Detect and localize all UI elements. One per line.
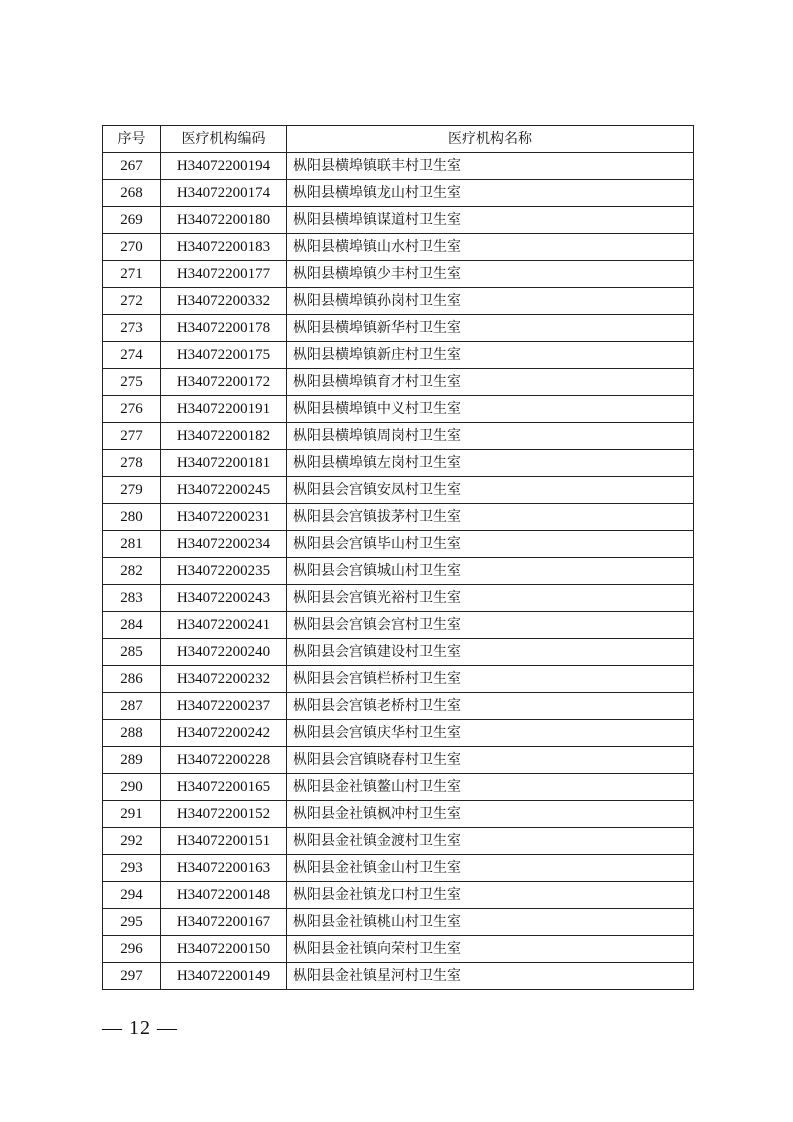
- cell-seq: 271: [103, 261, 161, 288]
- cell-seq: 283: [103, 585, 161, 612]
- cell-name: 枞阳县横埠镇联丰村卫生室: [287, 153, 694, 180]
- table-row: [103, 774, 694, 801]
- cell-name: 枞阳县横埠镇少丰村卫生室: [287, 261, 694, 288]
- table-row: [103, 855, 694, 882]
- cell-name: 枞阳县金社镇金渡村卫生室: [287, 828, 694, 855]
- cell-name: 枞阳县横埠镇育才村卫生室: [287, 369, 694, 396]
- cell-seq: 293: [103, 855, 161, 882]
- cell-seq: 267: [103, 153, 161, 180]
- table-row: [103, 396, 694, 423]
- cell-code: H34072200181: [161, 450, 287, 477]
- table-row: [103, 369, 694, 396]
- table-row: [103, 450, 694, 477]
- cell-code: H34072200178: [161, 315, 287, 342]
- cell-code: H34072200245: [161, 477, 287, 504]
- table-body: [103, 153, 694, 990]
- table-header-row: [103, 126, 694, 153]
- cell-name: 枞阳县会宫镇建设村卫生室: [287, 639, 694, 666]
- table-row: [103, 639, 694, 666]
- cell-code: H34072200182: [161, 423, 287, 450]
- table-row: [103, 828, 694, 855]
- cell-name: 枞阳县会宫镇光裕村卫生室: [287, 585, 694, 612]
- table-row: [103, 261, 694, 288]
- cell-code: H34072200152: [161, 801, 287, 828]
- cell-code: H34072200241: [161, 612, 287, 639]
- cell-code: H34072200228: [161, 747, 287, 774]
- cell-code: H34072200172: [161, 369, 287, 396]
- institution-table: [102, 125, 694, 990]
- cell-name: 枞阳县横埠镇龙山村卫生室: [287, 180, 694, 207]
- cell-code: H34072200191: [161, 396, 287, 423]
- table-row: [103, 207, 694, 234]
- cell-seq: 279: [103, 477, 161, 504]
- cell-code: H34072200150: [161, 936, 287, 963]
- cell-code: H34072200237: [161, 693, 287, 720]
- cell-name: 枞阳县横埠镇谋道村卫生室: [287, 207, 694, 234]
- cell-seq: 278: [103, 450, 161, 477]
- cell-seq: 272: [103, 288, 161, 315]
- table-row: [103, 693, 694, 720]
- table-row: [103, 666, 694, 693]
- cell-seq: 288: [103, 720, 161, 747]
- cell-code: H34072200174: [161, 180, 287, 207]
- cell-code: H34072200242: [161, 720, 287, 747]
- cell-code: H34072200165: [161, 774, 287, 801]
- cell-name: 枞阳县横埠镇新华村卫生室: [287, 315, 694, 342]
- cell-code: H34072200149: [161, 963, 287, 990]
- cell-code: H34072200167: [161, 909, 287, 936]
- cell-name: 枞阳县金社镇鳌山村卫生室: [287, 774, 694, 801]
- cell-name: 枞阳县会宫镇晓春村卫生室: [287, 747, 694, 774]
- cell-seq: 295: [103, 909, 161, 936]
- cell-seq: 275: [103, 369, 161, 396]
- cell-seq: 291: [103, 801, 161, 828]
- cell-seq: 292: [103, 828, 161, 855]
- cell-seq: 297: [103, 963, 161, 990]
- cell-code: H34072200177: [161, 261, 287, 288]
- cell-name: 枞阳县金社镇桃山村卫生室: [287, 909, 694, 936]
- cell-seq: 289: [103, 747, 161, 774]
- table-row: [103, 612, 694, 639]
- cell-seq: 274: [103, 342, 161, 369]
- table-row: [103, 315, 694, 342]
- cell-code: H34072200180: [161, 207, 287, 234]
- cell-name: 枞阳县金社镇向荣村卫生室: [287, 936, 694, 963]
- table-row: [103, 558, 694, 585]
- cell-code: H34072200163: [161, 855, 287, 882]
- cell-name: 枞阳县会宫镇城山村卫生室: [287, 558, 694, 585]
- cell-code: H34072200194: [161, 153, 287, 180]
- table-row: [103, 504, 694, 531]
- table-row: [103, 801, 694, 828]
- cell-code: H34072200332: [161, 288, 287, 315]
- cell-name: 枞阳县金社镇星河村卫生室: [287, 963, 694, 990]
- cell-name: 枞阳县金社镇枫冲村卫生室: [287, 801, 694, 828]
- header-seq: 序号: [103, 126, 161, 153]
- table-row: [103, 423, 694, 450]
- cell-seq: 276: [103, 396, 161, 423]
- cell-name: 枞阳县横埠镇孙岗村卫生室: [287, 288, 694, 315]
- cell-seq: 286: [103, 666, 161, 693]
- cell-name: 枞阳县会宫镇老桥村卫生室: [287, 693, 694, 720]
- cell-seq: 287: [103, 693, 161, 720]
- cell-seq: 296: [103, 936, 161, 963]
- table-row: [103, 234, 694, 261]
- table-row: [103, 909, 694, 936]
- cell-code: H34072200232: [161, 666, 287, 693]
- cell-code: H34072200234: [161, 531, 287, 558]
- cell-code: H34072200243: [161, 585, 287, 612]
- cell-name: 枞阳县会宫镇毕山村卫生室: [287, 531, 694, 558]
- cell-code: H34072200235: [161, 558, 287, 585]
- cell-name: 枞阳县横埠镇中义村卫生室: [287, 396, 694, 423]
- cell-name: 枞阳县会宫镇安凤村卫生室: [287, 477, 694, 504]
- cell-code: H34072200175: [161, 342, 287, 369]
- table-row: [103, 720, 694, 747]
- cell-name: 枞阳县会宫镇栏桥村卫生室: [287, 666, 694, 693]
- table-row: [103, 153, 694, 180]
- cell-name: 枞阳县会宫镇庆华村卫生室: [287, 720, 694, 747]
- cell-seq: 273: [103, 315, 161, 342]
- cell-code: H34072200151: [161, 828, 287, 855]
- cell-code: H34072200240: [161, 639, 287, 666]
- cell-seq: 280: [103, 504, 161, 531]
- table-row: [103, 882, 694, 909]
- cell-seq: 281: [103, 531, 161, 558]
- table-row: [103, 963, 694, 990]
- cell-seq: 270: [103, 234, 161, 261]
- header-name: 医疗机构名称: [287, 126, 694, 153]
- table-row: [103, 531, 694, 558]
- cell-name: 枞阳县横埠镇周岗村卫生室: [287, 423, 694, 450]
- cell-name: 枞阳县会宫镇拔茅村卫生室: [287, 504, 694, 531]
- cell-seq: 269: [103, 207, 161, 234]
- cell-seq: 284: [103, 612, 161, 639]
- cell-name: 枞阳县横埠镇左岗村卫生室: [287, 450, 694, 477]
- cell-code: H34072200231: [161, 504, 287, 531]
- cell-seq: 290: [103, 774, 161, 801]
- page-number: — 12 —: [102, 1017, 178, 1039]
- cell-code: H34072200148: [161, 882, 287, 909]
- cell-seq: 285: [103, 639, 161, 666]
- cell-name: 枞阳县横埠镇新庄村卫生室: [287, 342, 694, 369]
- cell-name: 枞阳县会宫镇会宫村卫生室: [287, 612, 694, 639]
- cell-seq: 294: [103, 882, 161, 909]
- table-row: [103, 477, 694, 504]
- table-row: [103, 747, 694, 774]
- table-row: [103, 342, 694, 369]
- cell-name: 枞阳县金社镇龙口村卫生室: [287, 882, 694, 909]
- table-row: [103, 180, 694, 207]
- cell-seq: 268: [103, 180, 161, 207]
- cell-code: H34072200183: [161, 234, 287, 261]
- table-row: [103, 585, 694, 612]
- cell-name: 枞阳县横埠镇山水村卫生室: [287, 234, 694, 261]
- header-code: 医疗机构编码: [161, 126, 287, 153]
- cell-seq: 277: [103, 423, 161, 450]
- cell-name: 枞阳县金社镇金山村卫生室: [287, 855, 694, 882]
- table-row: [103, 288, 694, 315]
- table-row: [103, 936, 694, 963]
- cell-seq: 282: [103, 558, 161, 585]
